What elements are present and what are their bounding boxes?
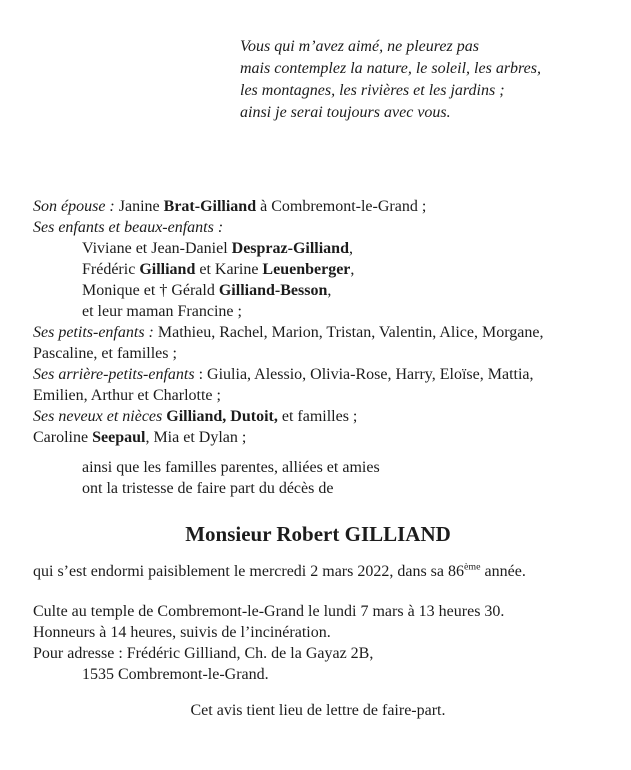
epigraph (240, 36, 603, 124)
text-segment: Son épouse : (33, 198, 119, 215)
text-segment: : Giulia, Alessio, Olivia-Rose, Harry, Eloïse, Mattia, (194, 366, 534, 383)
text-segment: qui s’est endormi paisiblement le mercredi 2 mars 2022, dans sa 86 (33, 563, 465, 580)
deceased-name: Monsieur Robert GILLIAND (185, 522, 451, 546)
family-line-children-heading (33, 217, 603, 238)
text-segment: Mathieu, Rachel, Marion, Tristan, Valentin, Alice, Morgane, (157, 324, 544, 341)
text-segment: Pascaline, et familles ; (33, 345, 177, 362)
text-segment: Gilliand-Besson (218, 282, 328, 299)
epigraph-line: mais contemplez la nature, le soleil, les arbres, (240, 60, 541, 77)
text-segment: , Mia et Dylan ; (145, 429, 247, 446)
ceremony-details (33, 601, 603, 685)
faire-part-notice: Cet avis tient lieu de lettre de faire-part. (190, 702, 446, 719)
family-line-child (33, 301, 603, 322)
family-line-spouse (33, 196, 603, 217)
closing-line: ont la tristesse de faire part du décès de (82, 480, 334, 497)
text-segment: Emilien, Arthur et Charlotte ; (33, 387, 221, 404)
ceremony-honors-line: Honneurs à 14 heures, suivis de l’incinération. (33, 624, 331, 641)
text-segment: Leuenberger (262, 261, 351, 278)
text-segment: et Karine (195, 261, 263, 278)
text-segment: et familles ; (277, 408, 358, 425)
ceremony-address-line: Pour adresse : Frédéric Gilliand, Ch. de la Gayaz 2B, (33, 645, 374, 662)
text-segment: , (350, 261, 355, 278)
text-segment: Ses petits-enfants : (33, 324, 158, 341)
text-segment: Despraz-Gilliand (231, 240, 349, 257)
family-line-child (33, 238, 603, 259)
family-line-nephews-nieces (33, 427, 603, 448)
family-line-great-grandchildren (33, 385, 603, 406)
text-segment: Frédéric (82, 261, 140, 278)
family-line-child (33, 259, 603, 280)
text-segment: Seepaul (92, 429, 146, 446)
text-segment: et leur maman Francine ; (82, 303, 242, 320)
text-segment: année. (480, 563, 526, 580)
text-segment: Gilliand (139, 261, 196, 278)
text-segment: Ses neveux et nièces (33, 408, 167, 425)
epigraph-line: ainsi je serai toujours avec vous. (240, 104, 451, 121)
death-notice (33, 561, 603, 582)
text-segment: Caroline (33, 429, 93, 446)
ceremony-address-line: 1535 Combremont-le-Grand. (82, 666, 269, 683)
closing-line: ainsi que les familles parentes, alliées et amies (82, 459, 380, 476)
family-line-child (33, 280, 603, 301)
text-segment: à Combremont-le-Grand ; (256, 198, 427, 215)
text-segment: Brat-Gilliand (163, 198, 257, 215)
family-line-nephews-nieces (33, 406, 603, 427)
epigraph-line: Vous qui m’avez aimé, ne pleurez pas (240, 38, 479, 55)
text-segment: Gilliand, Dutoit, (166, 408, 278, 425)
text-segment: Viviane et Jean-Daniel (82, 240, 232, 257)
text-segment: Janine (118, 198, 164, 215)
text-segment: Ses arrière-petits-enfants (33, 366, 195, 383)
family-line-grandchildren (33, 322, 603, 343)
text-segment: , (327, 282, 332, 299)
text-segment: ème (464, 561, 481, 573)
text-segment: Ses enfants et beaux-enfants : (33, 219, 224, 236)
text-segment: , (348, 240, 353, 257)
family-section (33, 196, 603, 448)
epigraph-line: les montagnes, les rivières et les jardins ; (240, 82, 505, 99)
family-line-grandchildren (33, 343, 603, 364)
ceremony-service-line: Culte au temple de Combremont-le-Grand le lundi 7 mars à 13 heures 30. (33, 603, 505, 620)
family-line-great-grandchildren (33, 364, 603, 385)
text-segment: Monique et † Gérald (82, 282, 219, 299)
closing-statement (33, 457, 603, 499)
